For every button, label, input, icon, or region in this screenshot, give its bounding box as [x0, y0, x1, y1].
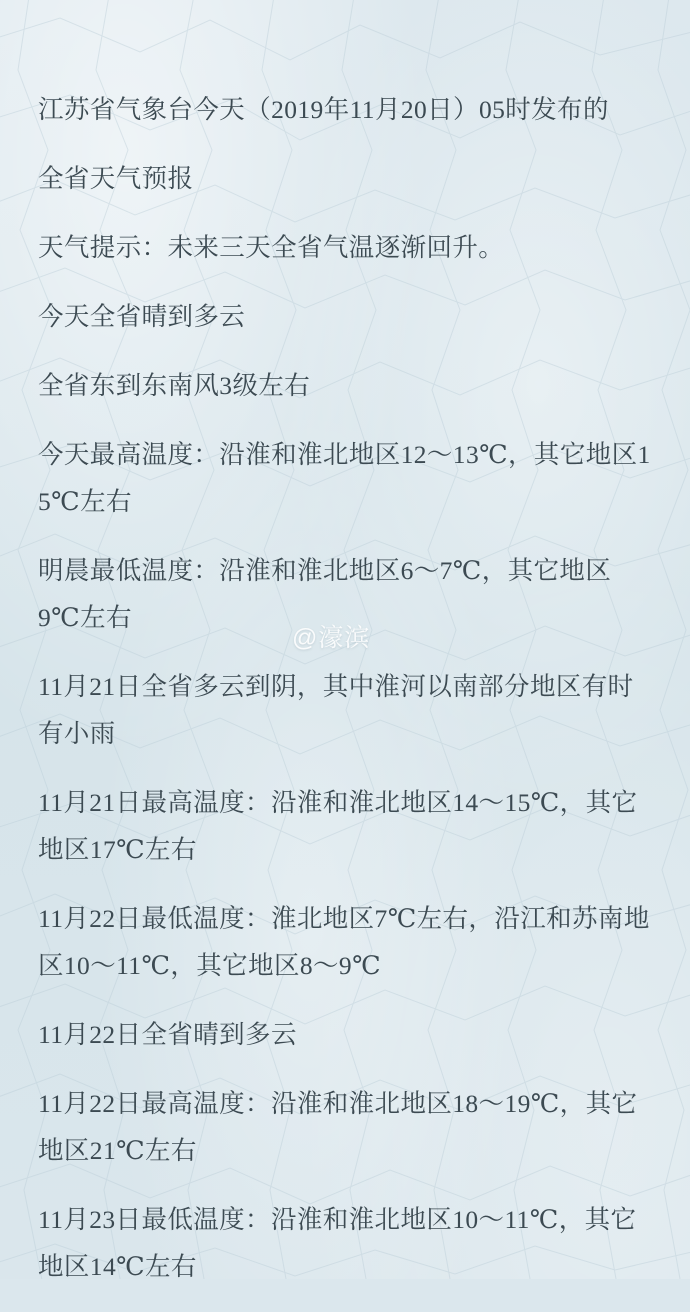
- paragraph: 全省天气预报: [38, 164, 194, 193]
- paragraph: 11月21日最高温度：沿淮和淮北地区14～15℃，其它地区17℃左右: [38, 788, 638, 864]
- paragraph: 11月22日最高温度：沿淮和淮北地区18～19℃，其它地区21℃左右: [38, 1089, 638, 1165]
- paragraph: 江苏省气象台今天（2019年11月20日）05时发布的: [38, 95, 609, 124]
- watermark: @濠滨: [292, 624, 371, 652]
- paragraph: 11月21日全省多云到阴，其中淮河以南部分地区有时有小雨: [38, 672, 634, 748]
- paragraph: 11月22日全省晴到多云: [38, 1020, 297, 1049]
- paragraph: 11月23日最低温度：沿淮和淮北地区10～11℃，其它地区14℃左右: [38, 1205, 637, 1281]
- paragraph: 今天最高温度：沿淮和淮北地区12～13℃，其它地区15℃左右: [38, 440, 651, 516]
- paragraph: 全省东到东南风3级左右: [38, 371, 311, 400]
- paragraph: 天气提示：未来三天全省气温逐渐回升。: [38, 233, 505, 262]
- paragraph: 11月22日最低温度：淮北地区7℃左右，沿江和苏南地区10～11℃，其它地区8～9℃: [38, 904, 650, 980]
- paragraph: 今天全省晴到多云: [38, 302, 246, 331]
- paragraph: 明晨最低温度：沿淮和淮北地区6～7℃，其它地区9℃左右: [38, 556, 612, 632]
